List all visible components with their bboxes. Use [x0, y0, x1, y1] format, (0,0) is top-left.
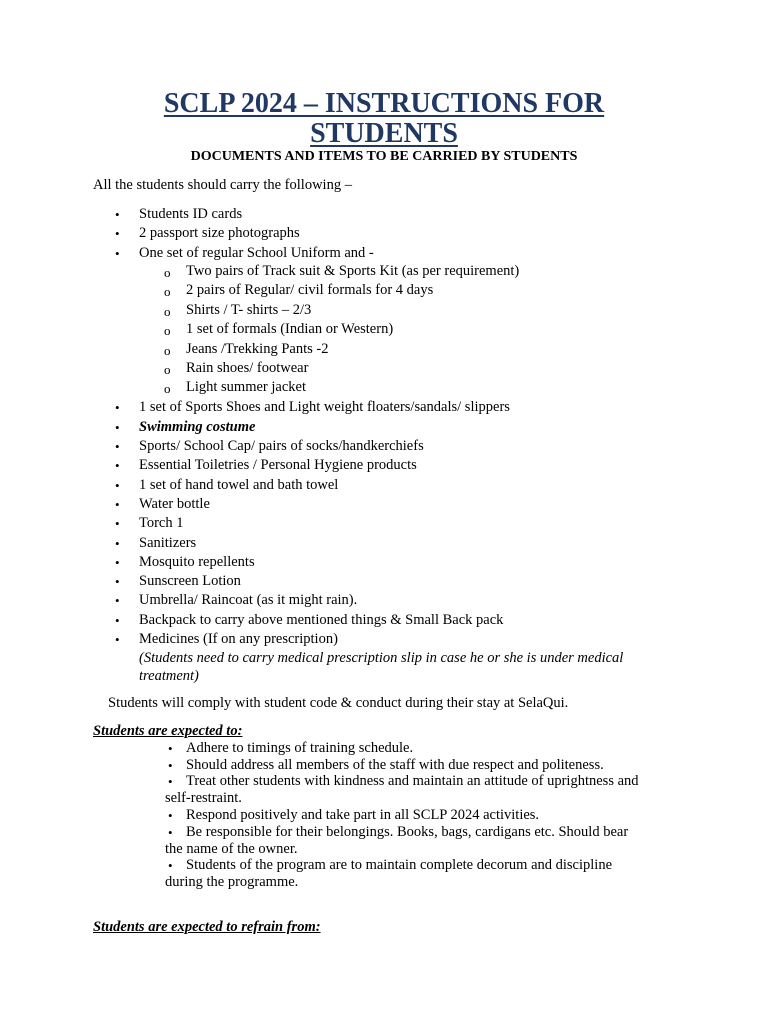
bullet-icon: •: [168, 808, 173, 823]
code-statement: Students will comply with student code & conduct during their stay at SelaQui.: [108, 695, 569, 711]
bullet-icon: •: [115, 420, 120, 435]
bullet-icon: •: [115, 458, 120, 473]
bullet-icon: •: [115, 400, 120, 415]
list-item: Mosquito repellents: [139, 554, 255, 570]
bullet-icon: •: [115, 516, 120, 531]
bullet-icon: •: [115, 613, 120, 628]
sub-list-item: Two pairs of Track suit & Sports Kit (as per requirement): [186, 263, 520, 279]
section-subtitle: DOCUMENTS AND ITEMS TO BE CARRIED BY STUDENTS: [190, 149, 578, 164]
circle-bullet-icon: o: [164, 362, 171, 377]
list-item: One set of regular School Uniform and -: [139, 245, 374, 261]
expected-item: Be responsible for their belongings. Books, bags, cardigans etc. Should bear: [186, 824, 629, 840]
list-item: Sports/ School Cap/ pairs of socks/handkerchiefs: [139, 438, 424, 454]
bullet-icon: •: [115, 536, 120, 551]
circle-bullet-icon: o: [164, 381, 171, 396]
list-item: Sanitizers: [139, 535, 197, 551]
expected-heading: Students are expected to:: [93, 723, 243, 739]
circle-bullet-icon: o: [164, 304, 171, 319]
expected-item-continued: the name of the owner.: [165, 841, 298, 857]
bullet-icon: •: [115, 632, 120, 647]
sub-list-item: Light summer jacket: [186, 379, 306, 395]
page-title-line-1: SCLP 2024 – INSTRUCTIONS FOR: [163, 88, 605, 119]
circle-bullet-icon: o: [164, 323, 171, 338]
expected-item: Adhere to timings of training schedule.: [186, 740, 414, 756]
expected-item: Respond positively and take part in all SCLP 2024 activities.: [186, 807, 540, 823]
circle-bullet-icon: o: [164, 265, 171, 280]
list-item: Essential Toiletries / Personal Hygiene products: [139, 457, 417, 473]
bullet-icon: •: [115, 497, 120, 512]
expected-item: Treat other students with kindness and maintain an attitude of uprightness and: [186, 773, 639, 789]
bullet-icon: •: [168, 825, 173, 840]
refrain-heading: Students are expected to refrain from:: [93, 919, 321, 935]
page-title-line-2: STUDENTS: [310, 118, 458, 149]
bullet-icon: •: [168, 858, 173, 873]
bullet-icon: •: [115, 574, 120, 589]
expected-item: Should address all members of the staff with due respect and politeness.: [186, 757, 604, 773]
bullet-icon: •: [168, 774, 173, 789]
bullet-icon: •: [115, 207, 120, 222]
sub-list-item: Rain shoes/ footwear: [186, 360, 309, 376]
list-item: Sunscreen Lotion: [139, 573, 241, 589]
intro-text: All the students should carry the following –: [93, 177, 352, 193]
circle-bullet-icon: o: [164, 284, 171, 299]
bullet-icon: •: [168, 758, 173, 773]
bullet-icon: •: [115, 478, 120, 493]
list-item: Umbrella/ Raincoat (as it might rain).: [139, 592, 358, 608]
bullet-icon: •: [115, 439, 120, 454]
sub-list-item: 2 pairs of Regular/ civil formals for 4 days: [186, 282, 434, 298]
list-item: Medicines (If on any prescription): [139, 631, 338, 647]
list-item: 1 set of hand towel and bath towel: [139, 477, 339, 493]
bullet-icon: •: [168, 741, 173, 756]
bullet-icon: •: [115, 555, 120, 570]
list-item: Water bottle: [139, 496, 210, 512]
list-item: Backpack to carry above mentioned things & Small Back pack: [139, 612, 504, 628]
bullet-icon: •: [115, 246, 120, 261]
circle-bullet-icon: o: [164, 343, 171, 358]
medicine-note-continued: treatment): [139, 668, 199, 684]
list-item: Torch 1: [139, 515, 184, 531]
bullet-icon: •: [115, 226, 120, 241]
bullet-icon: •: [115, 593, 120, 608]
list-item: 1 set of Sports Shoes and Light weight floaters/sandals/ slippers: [139, 399, 510, 415]
list-item: Students ID cards: [139, 206, 243, 222]
list-item: Swimming costume: [139, 419, 256, 435]
sub-list-item: Shirts / T- shirts – 2/3: [186, 302, 312, 318]
sub-list-item: Jeans /Trekking Pants -2: [186, 341, 329, 357]
sub-list-item: 1 set of formals (Indian or Western): [186, 321, 394, 337]
expected-item: Students of the program are to maintain complete decorum and discipline: [186, 857, 613, 873]
medicine-note: (Students need to carry medical prescription slip in case he or she is under medical: [139, 650, 624, 666]
expected-item-continued: self-restraint.: [165, 790, 242, 806]
expected-item-continued: during the programme.: [165, 874, 299, 890]
list-item: 2 passport size photographs: [139, 225, 300, 241]
